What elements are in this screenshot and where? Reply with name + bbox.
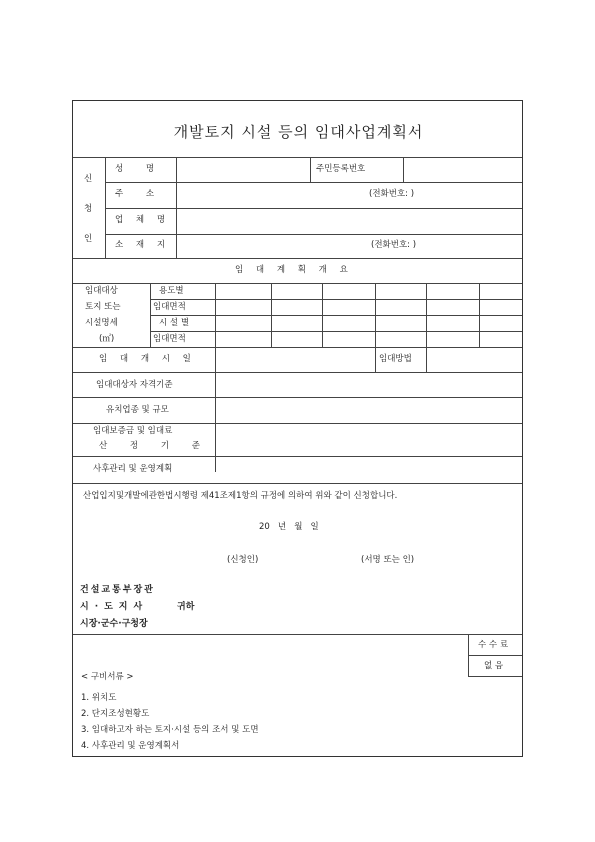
lease-target-label-3: 시설명세 (85, 318, 118, 328)
resident-id-label: 주민등록번호 (316, 164, 366, 174)
applicant-label-1: 신 (84, 174, 93, 184)
divider (468, 655, 522, 656)
row-label-area: 임대면적 (153, 334, 186, 344)
row-label-area: 임대면적 (153, 302, 186, 312)
divider (105, 208, 522, 209)
divider (73, 347, 522, 348)
management-label: 사후관리 및 운영계획 (93, 464, 173, 474)
divider (150, 299, 522, 300)
declaration-statement: 산업입지및개발에관한법시행령 제41조제1항의 규정에 의하여 위와 같이 신청합니다. (83, 491, 398, 501)
phone-note: (전화번호: ) (371, 240, 417, 250)
fee-value: 없 음 (484, 661, 504, 671)
recipient-governor: 시·도지사 (80, 602, 149, 612)
applicant-label-3: 인 (84, 234, 93, 244)
lease-plan-form (72, 100, 523, 757)
divider (73, 157, 522, 158)
documents-header: < 구비서류 > (81, 672, 134, 682)
divider (73, 423, 522, 424)
document-item: 2. 단지조성현황도 (81, 709, 150, 719)
lease-target-label-1: 임대대상 (85, 286, 118, 296)
location-label: 소 재 지 (115, 240, 171, 250)
recipient-minister: 건설교통부장관 (80, 585, 155, 595)
divider (73, 397, 522, 398)
divider (73, 258, 522, 259)
lease-method-label: 임대방법 (379, 354, 412, 364)
qualification-label: 임대대상자 자격기준 (96, 380, 173, 390)
signature-note: (서명 또는 인) (361, 555, 415, 565)
divider (215, 347, 216, 472)
recipient-suffix: 귀하 (177, 602, 195, 612)
date-line: 20 년 월 일 (259, 522, 319, 532)
divider (73, 372, 522, 373)
divider (403, 157, 404, 182)
name-label: 성 명 (115, 164, 165, 174)
lease-target-label-2: 토지 또는 (85, 302, 121, 312)
divider (73, 283, 522, 284)
document-item: 1. 위치도 (81, 693, 117, 703)
deposit-label: 임대보증금 및 임대료 (93, 426, 173, 436)
document-item: 3. 임대하고자 하는 토지·시설 등의 조서 및 도면 (81, 725, 259, 735)
divider (468, 676, 522, 677)
form-title: 개발토지 시설 등의 임대사업계획서 (173, 123, 424, 141)
overview-header: 임 대 계 획 개 요 (235, 265, 353, 275)
divider (73, 483, 522, 484)
divider (426, 347, 427, 372)
deposit-label-criteria: 산 정 기 준 (99, 441, 210, 451)
divider (310, 157, 311, 182)
divider (105, 234, 522, 235)
lease-target-label-4: (㎡) (99, 334, 115, 344)
divider (375, 347, 376, 372)
recipient-mayor: 시장·군수·구청장 (80, 619, 148, 629)
lease-start-label: 임 대 개 시 일 (99, 354, 196, 364)
divider (73, 456, 522, 457)
document-item: 4. 사후관리 및 운영계획서 (81, 741, 180, 751)
divider (150, 331, 522, 332)
company-label: 업 체 명 (115, 215, 171, 225)
phone-note: (전화번호: ) (369, 189, 415, 199)
applicant-note: (신청인) (227, 555, 259, 565)
divider (73, 634, 522, 635)
fee-label: 수 수 료 (478, 640, 509, 650)
divider (105, 182, 522, 183)
address-label: 주 소 (115, 189, 165, 199)
row-label-use: 용도별 (159, 286, 184, 296)
industry-label: 유치업종 및 규모 (106, 405, 169, 415)
row-label-facility: 시 설 별 (159, 318, 190, 328)
divider (150, 315, 522, 316)
applicant-label-2: 청 (84, 204, 93, 214)
